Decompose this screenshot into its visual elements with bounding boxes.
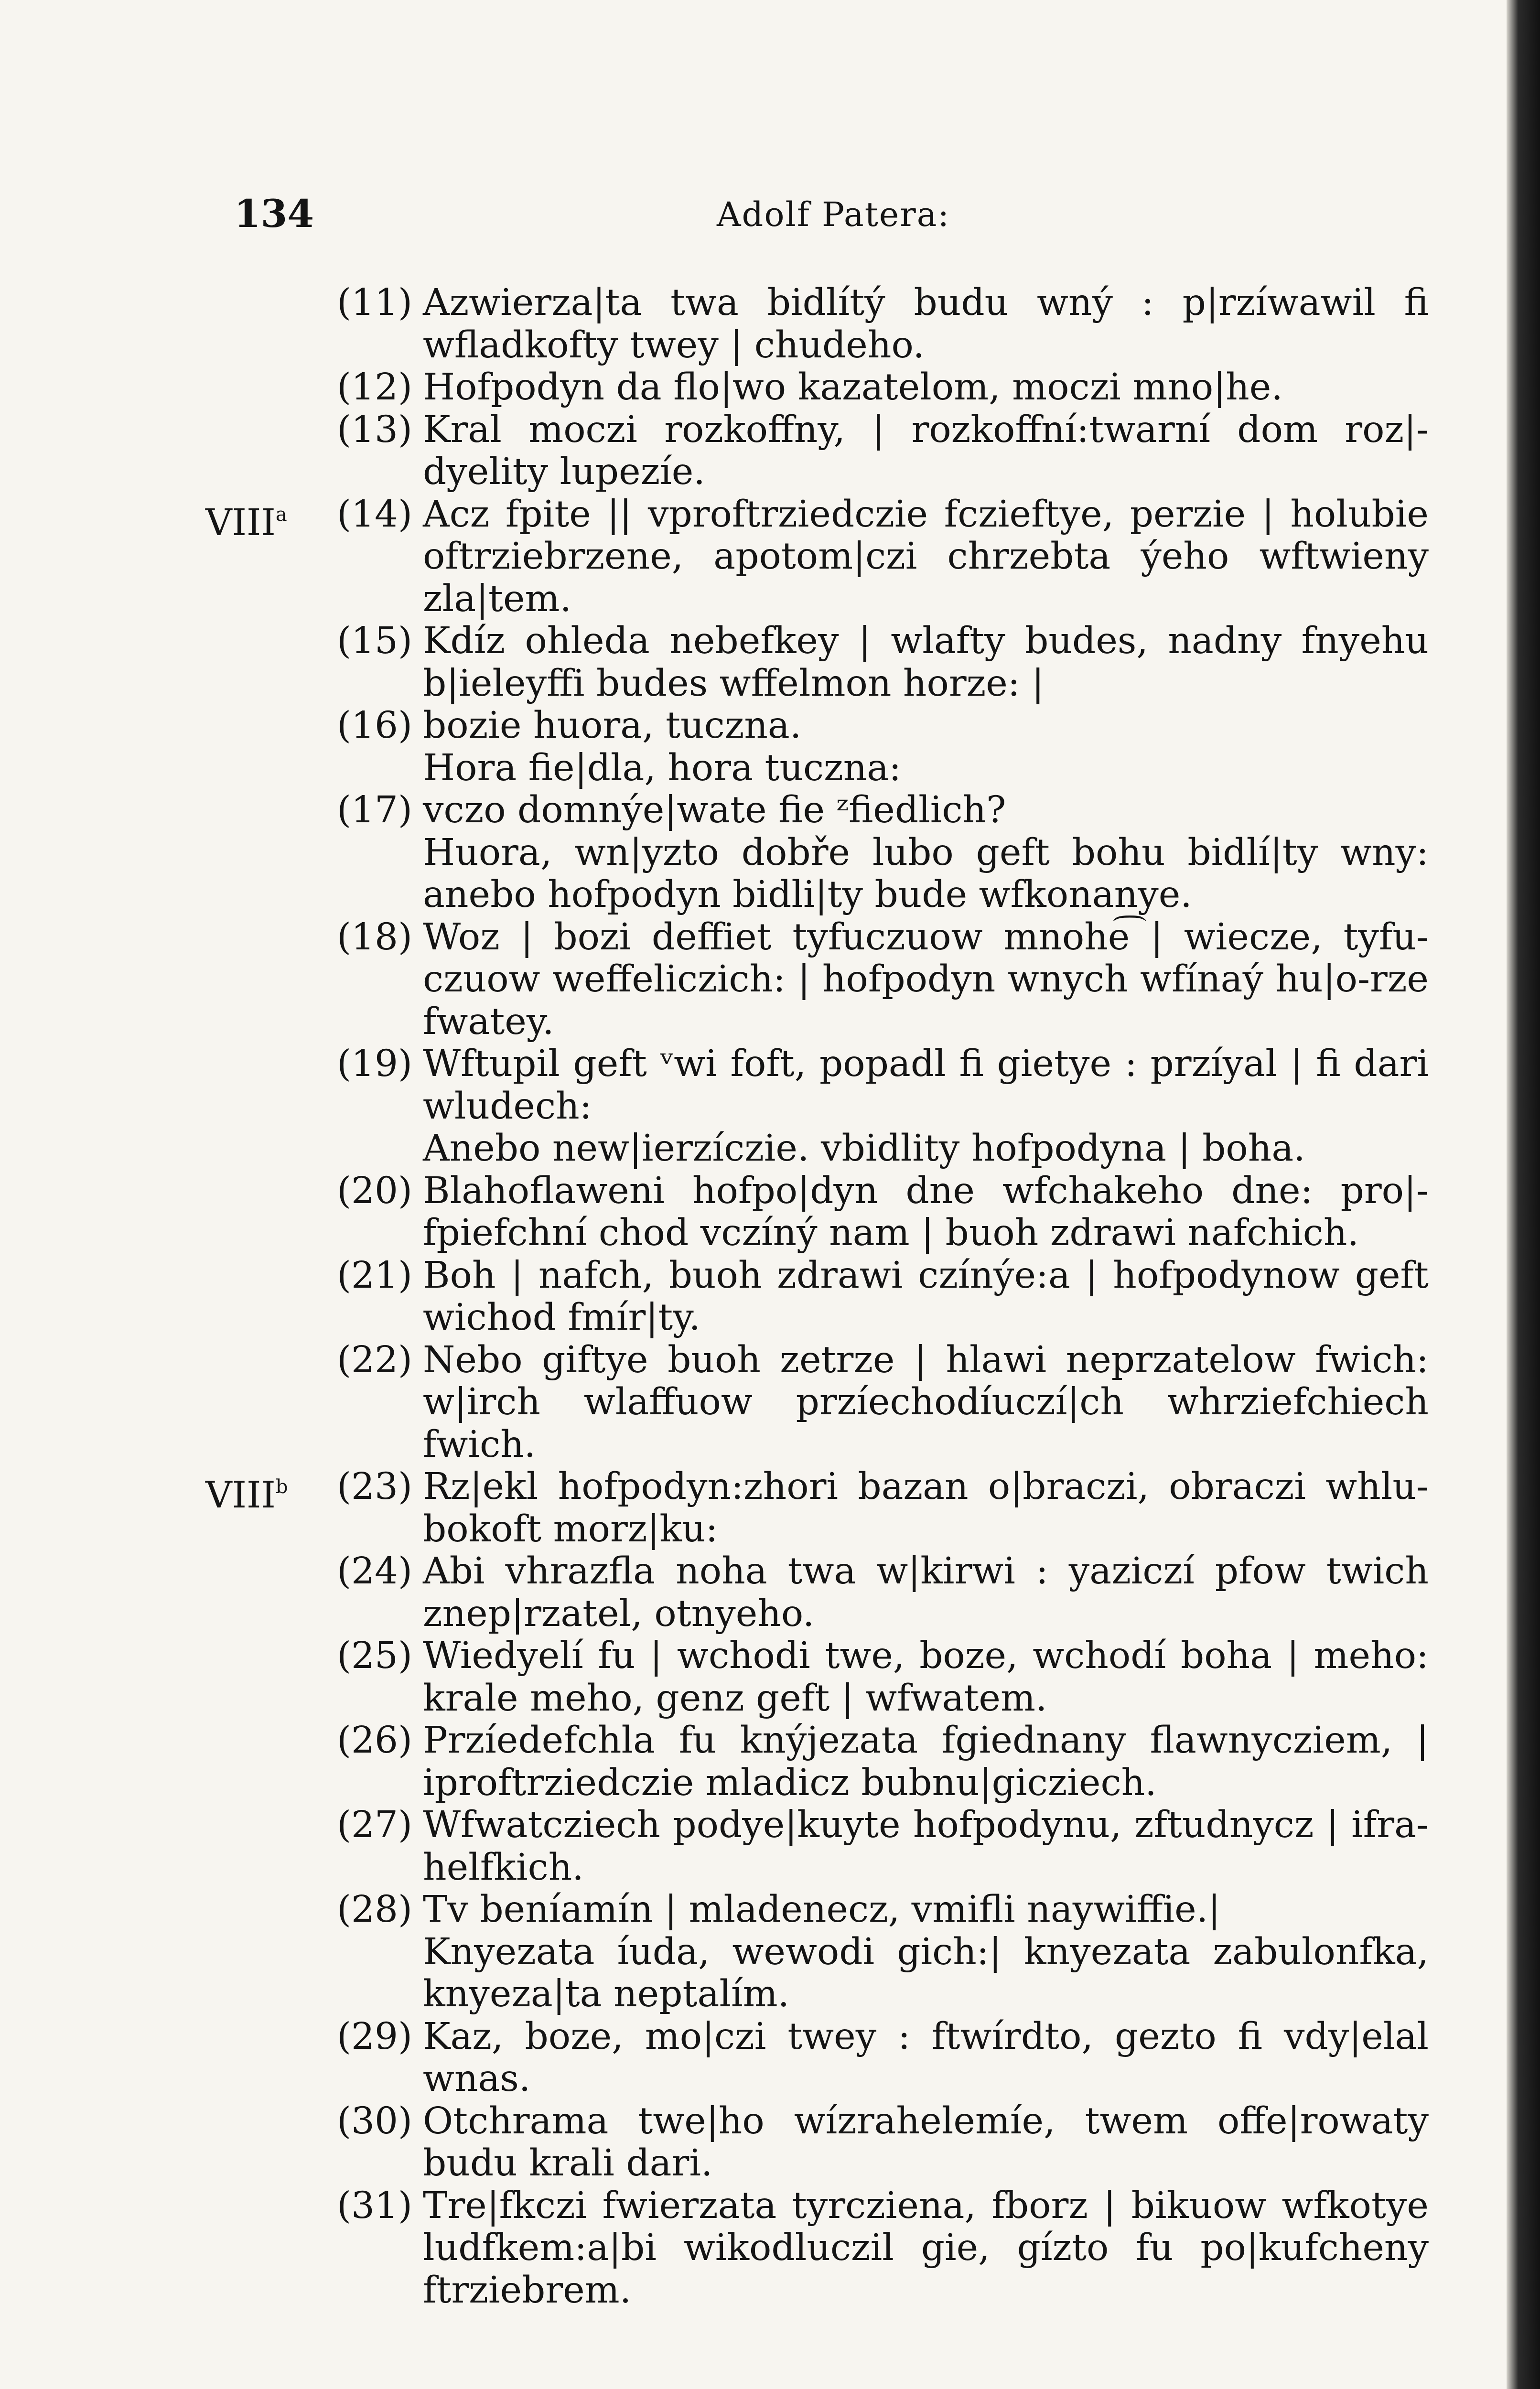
- running-head: Adolf Patera:: [717, 195, 950, 234]
- verse-text: Abi vhrazfla noha twa w|kirwi : yaziczí pfow twich znep|rzatel, otnyeho.: [423, 1550, 1429, 1635]
- verse-text: Blahoflaweni hofpo|dyn dne wfchakeho dne: pro|-fpiefchní chod vczíný nam | buoh zdrawi nafchich.: [423, 1169, 1429, 1254]
- margin-mark: [205, 1466, 288, 1517]
- verse-number: (13): [337, 408, 413, 451]
- verse: [205, 1466, 1429, 1550]
- verse-number: (24): [337, 1550, 413, 1593]
- verse-text: Tv beníamín | mladenecz, vmifli naywiffie.|: [423, 1888, 1221, 1931]
- verse-continuation: [423, 832, 1429, 916]
- verse-number: (11): [337, 281, 413, 324]
- verse: [205, 2016, 1429, 2100]
- page-header: [234, 191, 1381, 244]
- verse-text: Wftupil geft ᵛwi foft, popadl fi gietye : przíyal | fi dari wludech:: [423, 1043, 1429, 1128]
- verse-number: (12): [337, 366, 413, 409]
- verse: [205, 366, 1429, 409]
- verse-text: Kdíz ohleda nebefkey | wlafty budes, nadny fnyehu b|ieleyffi budes wffelmon horze: |: [423, 620, 1429, 705]
- verse-number: (22): [337, 1338, 413, 1381]
- verse-text: Hofpodyn da flo|wo kazatelom, moczi mno|he.: [423, 366, 1283, 409]
- verse-text: Azwierza|ta twa bidlítý budu wný : p|rzíwawil fi wfladkofty twey | chudeho.: [423, 281, 1429, 366]
- scan-edge-right: [1507, 0, 1540, 2389]
- verse: [205, 1339, 1429, 1466]
- verse: [205, 1550, 1429, 1635]
- verse-text: Przíedefchla fu knýjezata fgiednany flawnycziem, | iproftrziedczie mladicz bubnu|gicziech.: [423, 1719, 1429, 1804]
- verse-text: vczo domnýe|wate fie ᶻfiedlich?: [423, 789, 1006, 831]
- margin-mark: [205, 494, 287, 545]
- verse-text: Boh | nafch, buoh zdrawi czínýe:a | hofpodynow geft wichod fmír|ty.: [423, 1254, 1429, 1339]
- verse: [205, 1635, 1429, 1720]
- verse-number: (20): [337, 1169, 413, 1212]
- verse-number: (27): [337, 1804, 413, 1846]
- margin-mark-label: VIII: [205, 501, 276, 544]
- verse-text: Wiedyelí fu | wchodi twe, boze, wchodí boha | meho: krale meho, genz geft | wfwatem.: [423, 1635, 1429, 1720]
- verse-number: (25): [337, 1635, 413, 1677]
- verse: [205, 789, 1429, 832]
- verse-text: Huora, wn|yzto dobře lubo geft bohu bidlí|ty wny: anebo hofpodyn bidli|ty bude wfkonanye.: [423, 831, 1429, 916]
- verse-text: Tre|fkczi fwierzata tyrcziena, fborz | bikuow wfkotye ludfkem:a|bi wikodluczil gie, gízto fu po|kufcheny ftrziebrem.: [423, 2184, 1429, 2312]
- verse-continuation: [423, 1931, 1429, 2016]
- verse-number: (15): [337, 620, 413, 662]
- verse: [205, 2185, 1429, 2312]
- verse-number: (19): [337, 1043, 413, 1085]
- verse-text: Otchrama twe|ho wízrahelemíe, twem offe|rowaty budu krali dari.: [423, 2099, 1429, 2185]
- verse: [205, 1889, 1429, 1931]
- verse-number: (18): [337, 915, 413, 958]
- verse-text: bozie huora, tuczna.: [423, 704, 802, 747]
- verse-text: Wfwatcziech podye|kuyte hofpodynu, zftudnycz | ifra-helfkich.: [423, 1804, 1429, 1889]
- verse-text: Rz|ekl hofpodyn:zhori bazan o|braczi, obraczi whlu-bokoft morz|ku:: [423, 1465, 1429, 1550]
- margin-mark-label: VIII: [205, 1474, 276, 1517]
- verse: [205, 916, 1429, 1044]
- margin-mark-sup: b: [275, 1476, 288, 1498]
- verse-number: (31): [337, 2184, 413, 2227]
- verse-continuation: [423, 1128, 1429, 1170]
- verse-text: Kral moczi rozkoffny, | rozkoffní:twarní dom roz|-dyelity lupezíe.: [423, 408, 1429, 493]
- verse: [205, 1720, 1429, 1804]
- verse-text: Knyezata íuda, wewodi gich:| knyezata zabulonfka, knyeza|ta neptalím.: [423, 1930, 1429, 2015]
- verse-number: (29): [337, 2015, 413, 2058]
- verse: [205, 409, 1429, 494]
- verse: [205, 2100, 1429, 2185]
- verse-number: (28): [337, 1888, 413, 1931]
- verse-number: (30): [337, 2099, 413, 2142]
- verse-body: [205, 282, 1429, 2312]
- verse-text: Hora fie|dla, hora tuczna:: [423, 746, 902, 789]
- verse-number: (16): [337, 704, 413, 747]
- verse-text: Kaz, boze, mo|czi twey : ftwírdto, gezto fi vdy|elal wnas.: [423, 2015, 1429, 2100]
- margin-mark-sup: a: [275, 503, 287, 526]
- page-number: 134: [234, 191, 314, 236]
- verse: [205, 494, 1429, 621]
- verse-number: (17): [337, 789, 413, 831]
- verse-text: Acz fpite || vproftrziedczie fczieftye, perzie | holubie oftrziebrzene, apotom|czi chrzebta ýeho wftwieny zla|tem.: [423, 493, 1429, 620]
- verse: [205, 1255, 1429, 1339]
- verse: [205, 705, 1429, 747]
- verse-text: Anebo new|ierzíczie. vbidlity hofpodyna | boha.: [423, 1127, 1305, 1170]
- verse-number: (14): [337, 493, 413, 536]
- verse: [205, 1804, 1429, 1889]
- verse: [205, 1043, 1429, 1128]
- verse-number: (23): [337, 1465, 413, 1508]
- verse: [205, 282, 1429, 366]
- verse-number: (21): [337, 1254, 413, 1297]
- verse: [205, 620, 1429, 705]
- verse-text: Woz | bozi deffiet tyfuczuow mnohe͡ | wiecze, tyfu-czuow weffeliczich: | hofpodyn wnych wfínaý hu|o-rze fwatey.: [423, 915, 1429, 1043]
- verse-number: (26): [337, 1719, 413, 1762]
- verse: [205, 1170, 1429, 1255]
- verse-text: Nebo giftye buoh zetrze | hlawi neprzatelow fwich: w|irch wlaffuow przíechodíuczí|ch whrziefchiech fwich.: [423, 1338, 1429, 1466]
- verse-continuation: [423, 747, 1429, 790]
